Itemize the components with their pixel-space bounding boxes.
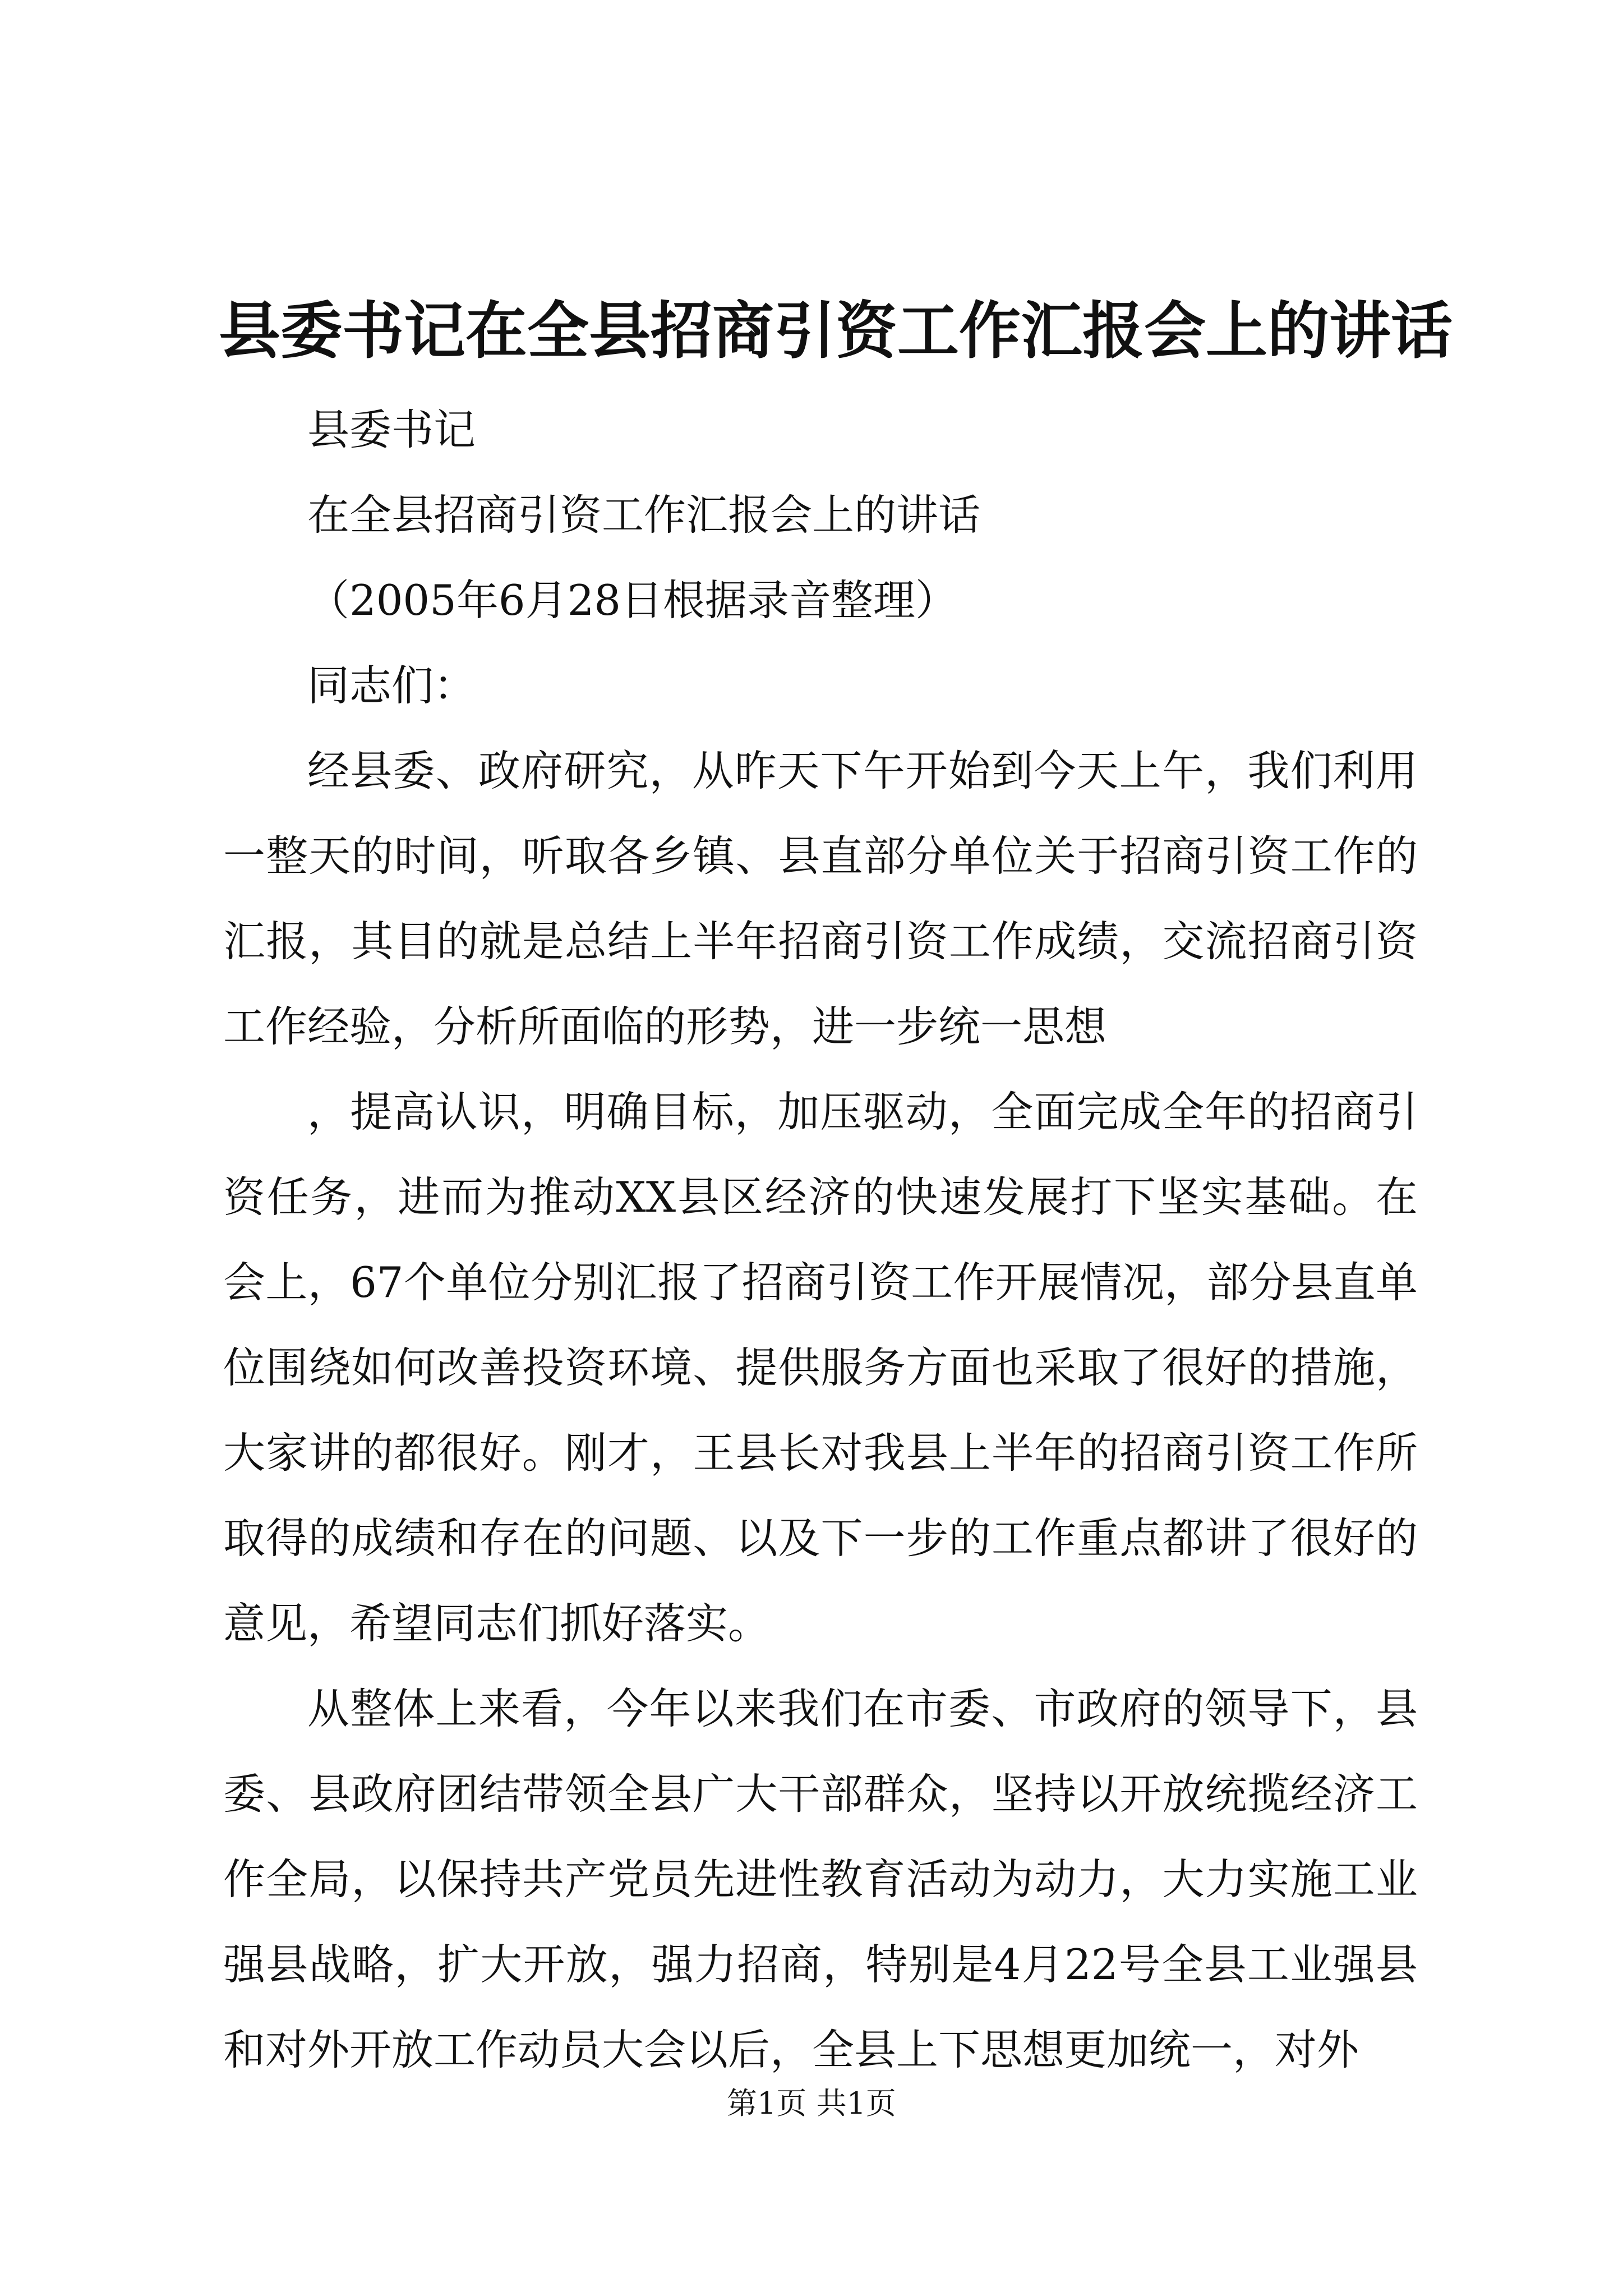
- paragraph-subtitle: 在全县招商引资工作汇报会上的讲话: [307, 490, 981, 540]
- paragraph-date-note: （2005年6月28日根据录音整理）: [307, 576, 958, 625]
- paragraph-body-2: ，提高认识，明确目标，加压驱动，全面完成全年的招商引资任务，进而为推动XX县区经济的快速发展打下坚实基础。在会上，67个单位分别汇报了招商引资工作开展情况，部分县直单位围绕如何改善投资环境、提供服务方面也采取了很好的措施，大家讲的都很好。刚才，王县长对我县上半年的招商引资工作所取得的成绩和存在的问题、以及下一步的工作重点都讲了很好的意见，希望同志们抓好落实。: [223, 1087, 1418, 1648]
- paragraph-salutation: 同志们：: [307, 661, 476, 710]
- paragraph-author: 县委书记: [307, 405, 476, 454]
- paragraph-body-3: 从整体上来看，今年以来我们在市委、市政府的领导下，县委、县政府团结带领全县广大干部群众，坚持以开放统揽经济工作全局，以保持共产党员先进性教育活动为动力，大力实施工业强县战略，扩大开放，强力招商，特别是4月22号全县工业强县和对外开放工作动员大会以后，全县上下思想更加统一，对外: [223, 1684, 1418, 2074]
- page-footer: 第1页 共1页: [727, 2086, 896, 2121]
- document-title: 县委书记在全县招商引资工作汇报会上的讲话: [219, 295, 1453, 367]
- document-body: [223, 387, 1418, 2092]
- paragraph-body-1: 经县委、政府研究，从昨天下午开始到今天上午，我们利用一整天的时间，听取各乡镇、县直部分单位关于招商引资工作的汇报，其目的就是总结上半年招商引资工作成绩，交流招商引资工作经验，分析所面临的形势，进一步统一思想: [223, 746, 1418, 1051]
